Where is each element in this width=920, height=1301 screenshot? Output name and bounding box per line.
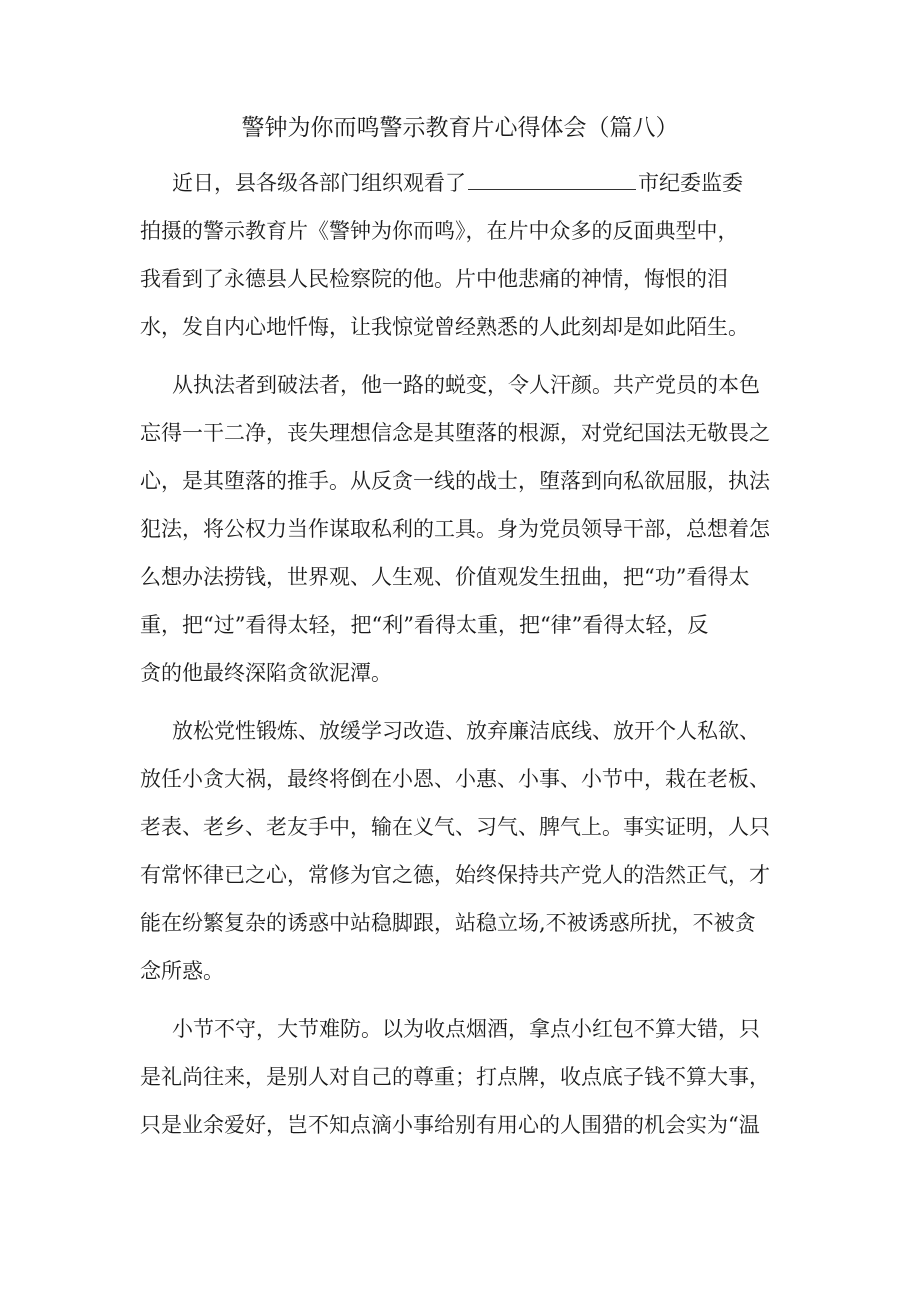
paragraph-2-line-3: 心，是其堕落的推手。从反贪一线的战士，堕落到向私欲屈服，执法 (140, 469, 770, 493)
fill-in-blank (468, 171, 636, 190)
paragraph-2-line-7: 贪的他最终深陷贪欲泥潭。 (140, 661, 392, 685)
paragraph-4-line-2: 是礼尚往来，是别人对自己的尊重；打点牌，收点底子钱不算大事， (140, 1065, 770, 1089)
paragraph-2-line-4: 犯法，将公权力当作谋取私利的工具。身为党员领导干部，总想着怎 (140, 517, 770, 541)
paragraph-3-line-6: 念所惑。 (140, 959, 224, 983)
paragraph-3-line-3: 老表、老乡、老友手中，输在义气、习气、脾气上。事实证明，人只 (140, 815, 770, 839)
text-after-blank: 市纪委监委 (638, 171, 743, 195)
paragraph-3-line-1: 放松党性锻炼、放缓学习改造、放弃廉洁底线、放开个人私欲、 (172, 719, 760, 743)
paragraph-1-line-1 (172, 168, 743, 198)
paragraph-2-line-1: 从执法者到破法者，他一路的蜕变，令人汗颜。共产党员的本色 (172, 373, 760, 397)
paragraph-3-line-2: 放任小贪大祸，最终将倒在小恩、小惠、小事、小节中，栽在老板、 (140, 767, 770, 791)
paragraph-2-line-6: 重，把“过”看得太轻，把“利”看得太重，把“律”看得太轻，反 (140, 613, 709, 637)
paragraph-4-line-3: 只是业余爱好，岂不知点滴小事给别有用心的人围猎的机会实为“温 (140, 1113, 760, 1137)
document-title: 警钟为你而鸣警示教育片心得体会（篇八） (241, 115, 679, 141)
paragraph-4-line-1: 小节不守，大节难防。以为收点烟酒，拿点小红包不算大错，只 (172, 1017, 760, 1041)
paragraph-3-line-4: 有常怀律已之心，常修为官之德，始终保持共产党人的浩然正气，才 (140, 863, 770, 887)
text-before-blank: 近日，县各级各部门组织观看了 (172, 171, 466, 195)
paragraph-2-line-5: 么想办法捞钱，世界观、人生观、价值观发生扭曲，把“功”看得太 (140, 565, 750, 589)
paragraph-1-line-2: 拍摄的警示教育片《警钟为你而鸣》，在片中众多的反面典型中， (140, 219, 739, 243)
paragraph-1-line-4: 水，发自内心地忏悔，让我惊觉曾经熟悉的人此刻却是如此陌生。 (140, 315, 749, 339)
paragraph-1-line-3: 我看到了永德县人民检察院的他。片中他悲痛的神情，悔恨的泪 (140, 267, 728, 291)
paragraph-3-line-5: 能在纷繁复杂的诱惑中站稳脚跟，站稳立场,不被诱惑所扰，不被贪 (140, 911, 756, 935)
paragraph-2-line-2: 忘得一干二净，丧失理想信念是其堕落的根源，对党纪国法无敬畏之 (140, 421, 770, 445)
